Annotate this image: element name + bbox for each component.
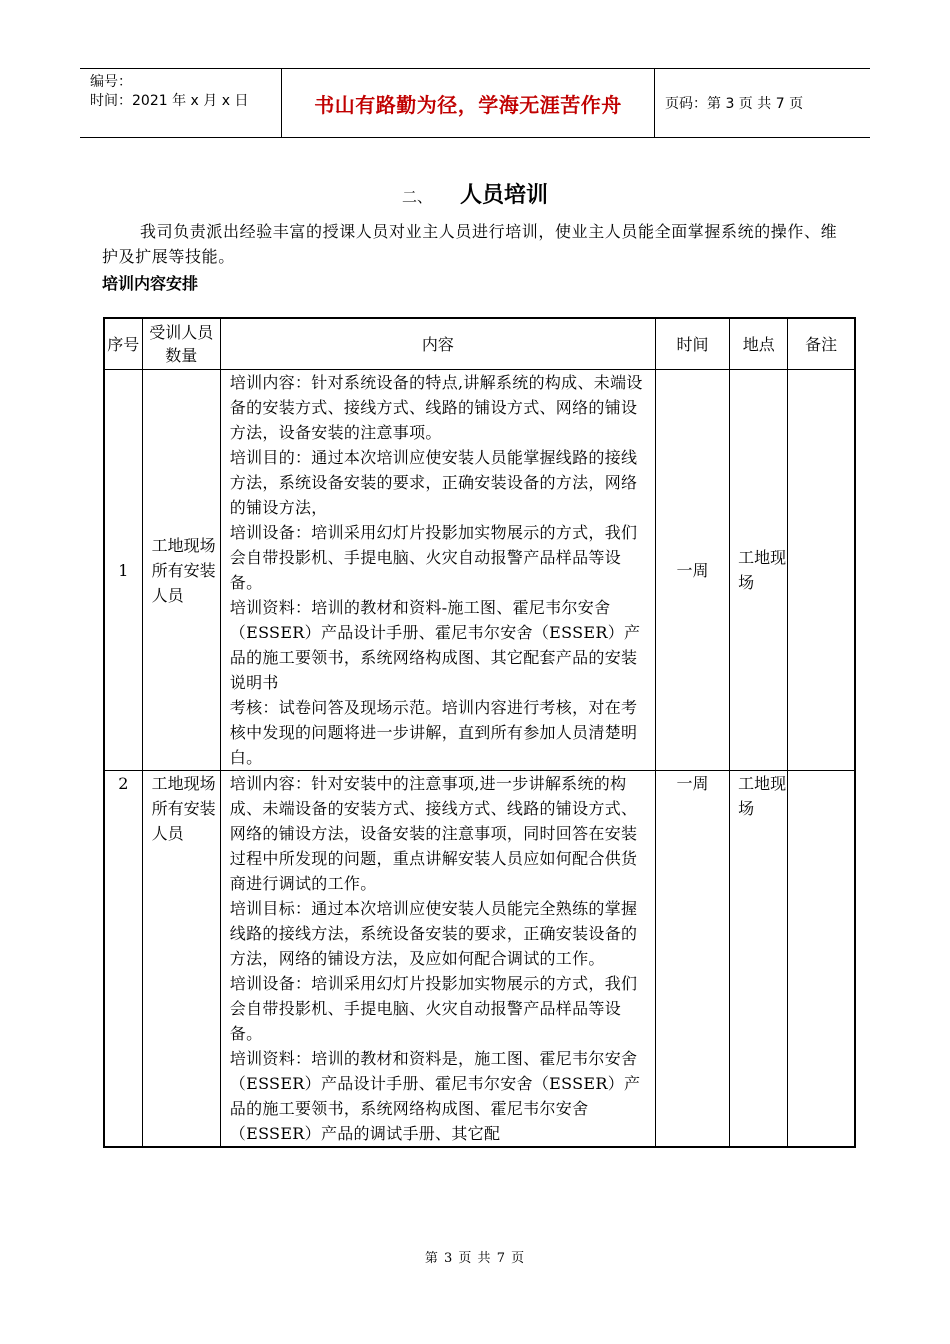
row-time: 一周 [655,771,729,1148]
row-note [788,771,855,1148]
row-note [788,370,855,771]
training-table-wrapper [103,317,858,1217]
table-row [104,771,855,1148]
content-paragraph: 培训目标：通过本次培训应使安装人员能完全熟练的掌握线路的接线方法，系统设备安装的要求，正确安装设备的方法，网络的铺设方法，及应如何配合调试的工作。 [229,899,638,968]
page-footer: 第 3 页 共 7 页 [424,1251,526,1266]
section-heading: 人员培训 [460,183,549,208]
header-divider [654,69,655,137]
time-label: 时间：2021 年 x 月 x 日 [90,93,249,109]
header-time: 时间 [655,318,729,370]
table-header-row [104,318,855,370]
serial-number-label: 编号： [90,74,132,90]
content-paragraph: 培训资料：培训的教材和资料-施工图、霍尼韦尔安舍（ESSER）产品设计手册、霍尼韦尔安舍（ESSER）产品的施工要领书，系统网络构成图、其它配套产品的安装说明书 [229,598,641,692]
row-people: 工地现场所有安装人员 [142,771,220,1148]
header-no: 序号 [104,318,142,370]
content-paragraph: 培训设备：培训采用幻灯片投影加实物展示的方式，我们会自带投影机、手提电脑、火灾自动报警产品样品等设备。 [229,974,638,1043]
row-content [220,370,655,771]
header-page-info: 页码：第 3 页 共 7 页 [665,96,804,112]
content-paragraph: 培训资料：培训的教材和资料是，施工图、霍尼韦尔安舍（ESSER）产品设计手册、霍尼韦尔安舍（ESSER）产品的施工要领书，系统网络构成图、霍尼韦尔安舍（ESSER）产品的调试手册、其它配 [229,1049,641,1143]
content-paragraph: 考核：试卷问答及现场示范。培训内容进行考核，对在考核中发现的问题将进一步讲解，直到所有参加人员清楚明白。 [229,698,638,767]
subsection-title: 培训内容安排 [102,274,199,293]
header-content: 内容 [220,318,655,370]
header-note: 备注 [788,318,855,370]
training-table [103,317,856,1148]
header-people: 受训人员数量 [142,318,220,370]
header-meta [90,73,248,111]
content-paragraph: 培训内容：针对安装中的注意事项,进一步讲解系统的构成、未端设备的安装方式、接线方式、线路的铺设方式、网络的铺设方法，设备安装的注意事项，同时回答在安装过程中所发现的问题，重点讲解安装人员应如何配合供货商进行调试的工作。 [229,774,638,893]
content-paragraph: 培训内容：针对系统设备的特点,讲解系统的构成、未端设备的安装方式、接线方式、线路的铺设方式、网络的铺设方法，设备安装的注意事项。 [229,373,643,442]
row-time: 一周 [655,370,729,771]
section-title [0,178,950,209]
table-row [104,370,855,771]
row-no: 2 [104,771,142,1148]
section-number: 二、 [401,188,432,206]
content-paragraph: 培训设备：培训采用幻灯片投影加实物展示的方式，我们会自带投影机、手提电脑、火灾自动报警产品样品等设备。 [229,523,638,592]
intro-paragraph: 我司负责派出经验丰富的授课人员对业主人员进行培训，使业主人员能全面掌握系统的操作、维护及扩展等技能。 [102,222,838,266]
row-no: 1 [104,370,142,771]
header-place: 地点 [730,318,788,370]
content-paragraph: 培训目的：通过本次培训应使安装人员能掌握线路的接线方法，系统设备安装的要求，正确安装设备的方法，网络的铺设方法， [229,448,638,517]
page-header [80,68,870,138]
row-place: 工地现场 [730,370,788,771]
row-people: 工地现场所有安装人员 [142,370,220,771]
header-motto: 书山有路勤为径，学海无涯苦作舟 [314,92,622,117]
row-place: 工地现场 [730,771,788,1148]
row-content [220,771,655,1148]
